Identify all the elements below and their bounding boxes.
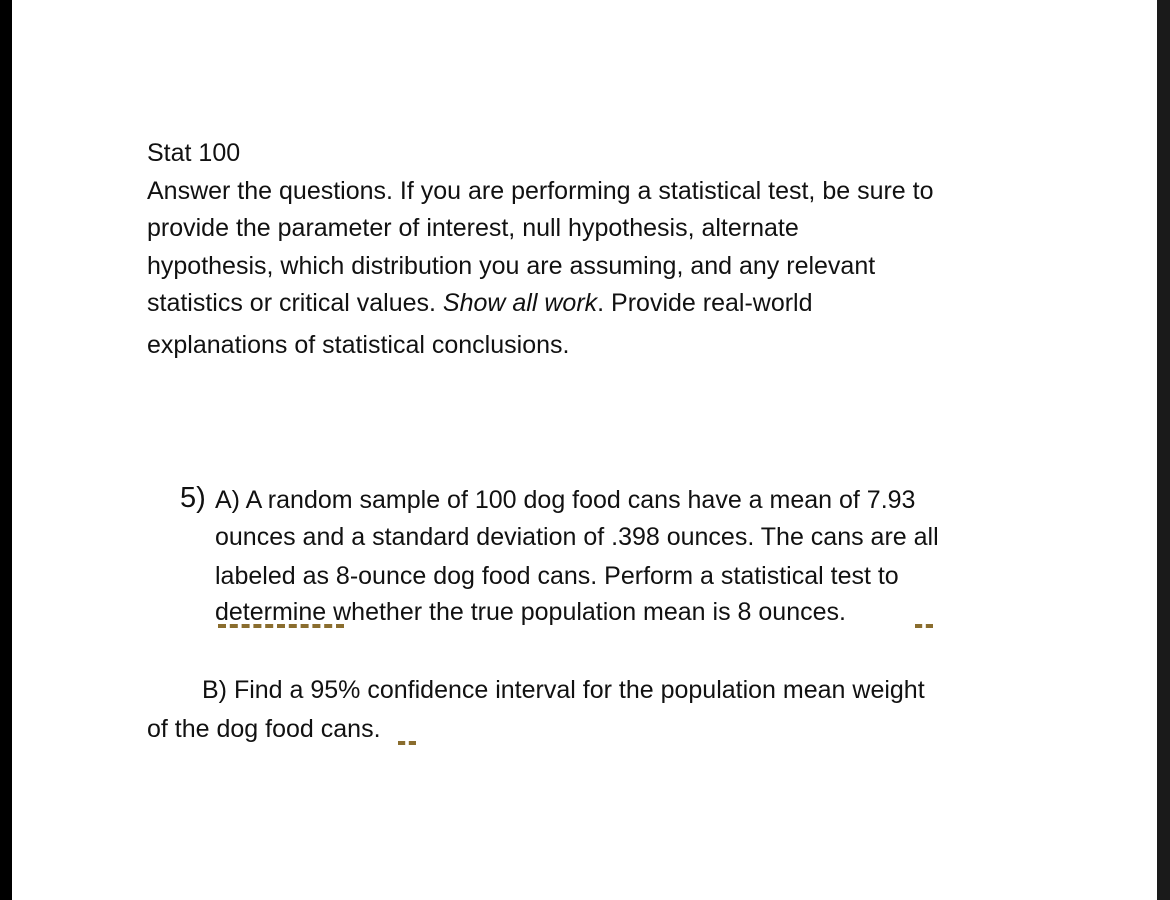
- part-a-line-4-rest: whether the true population mean is 8 ounces.: [326, 598, 846, 626]
- instructions-line-4-start: statistics or critical values.: [147, 289, 443, 317]
- determine-word: determine: [215, 598, 327, 626]
- instructions-line-3: hypothesis, which distribution you are assuming, and any relevant: [147, 252, 876, 280]
- instructions-line-4-end: . Provide real-world: [597, 289, 813, 317]
- instructions-line-1: Answer the questions. If you are performing a statistical test, be sure to: [147, 177, 934, 205]
- show-all-work-emphasis: Show all work: [442, 289, 598, 317]
- part-b-line-1: B) Find a 95% confidence interval for the population mean weight: [202, 676, 925, 704]
- part-a-line-2: ounces and a standard deviation of .398 ounces. The cans are all: [215, 523, 939, 551]
- part-a-line-1: A) A random sample of 100 dog food cans have a mean of 7.93: [215, 486, 916, 514]
- edit-mark-underline: [218, 624, 344, 628]
- window-edge: [1157, 0, 1170, 900]
- instructions-line-5: explanations of statistical conclusions.: [147, 331, 570, 359]
- part-a-line-4: [215, 597, 846, 627]
- part-a-line-3: labeled as 8-ounce dog food cans. Perform a statistical test to: [215, 562, 899, 590]
- document-page: [12, 0, 1157, 900]
- question-number: 5): [180, 482, 206, 514]
- document-title: Stat 100: [147, 139, 241, 167]
- instructions-line-4: [147, 288, 813, 318]
- edit-mark-end-b: [398, 741, 416, 745]
- part-b-line-2: of the dog food cans.: [147, 715, 381, 743]
- instructions-line-2: provide the parameter of interest, null hypothesis, alternate: [147, 214, 799, 242]
- edit-mark-end-a: [915, 624, 933, 628]
